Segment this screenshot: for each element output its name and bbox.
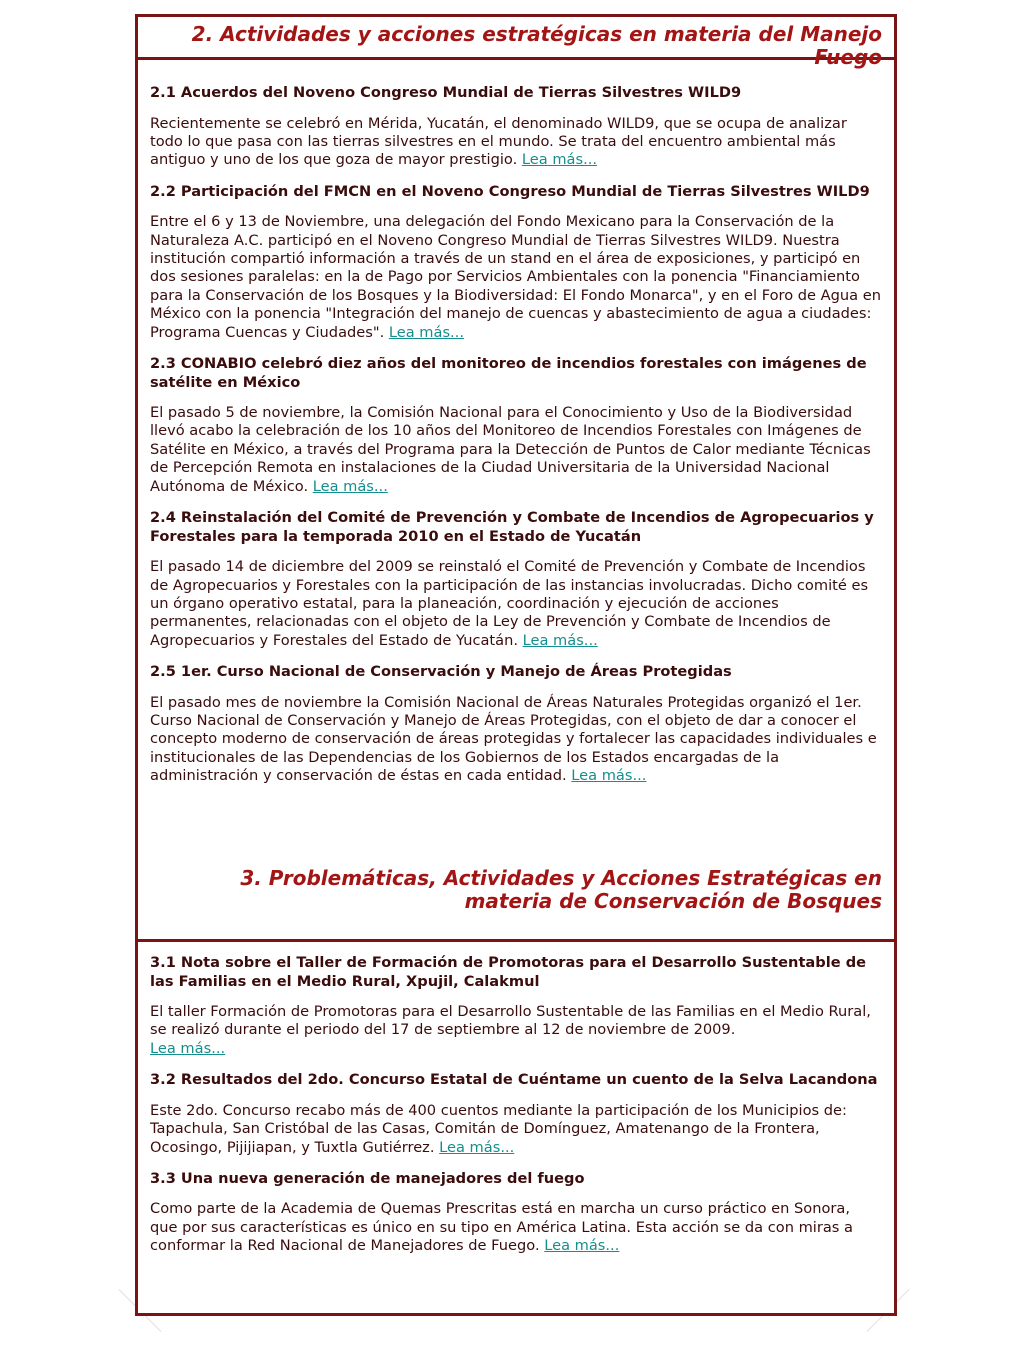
news-item [150, 355, 882, 496]
read-more-link[interactable]: Lea más... [312, 477, 388, 495]
news-item-body [150, 1003, 882, 1058]
news-item-title: 3.2 Resultados del 2do. Concurso Estatal de Cuéntame un cuento de la Selva Lacandona [150, 1071, 878, 1089]
read-more-link[interactable]: Lea más... [544, 1237, 620, 1255]
read-more-link[interactable]: Lea más... [150, 1039, 226, 1057]
news-item-body [150, 694, 882, 786]
news-item-title: 2.1 Acuerdos del Noveno Congreso Mundial de Tierras Silvestres WILD9 [150, 84, 742, 101]
section-2-heading: 2. Actividades y acciones estratégicas en materia del Manejo Fuego [138, 17, 894, 60]
section-3-content [150, 954, 882, 1256]
news-item [150, 1170, 882, 1256]
news-item-text: El taller Formación de Promotoras para el Desarrollo Sustentable de las Familias en el Medio Rural, se realizó durante el periodo del 17 de septiembre al 12 de noviembre de 2009. [150, 1003, 871, 1039]
news-item [150, 954, 882, 1058]
news-item-body [150, 558, 882, 650]
read-more-link[interactable]: Lea más... [522, 631, 598, 649]
news-item-title: 3.3 Una nueva generación de manejadores del fuego [150, 1169, 585, 1187]
read-more-link[interactable]: Lea más... [571, 767, 647, 785]
read-more-link[interactable]: Lea más... [439, 1138, 515, 1156]
news-item-text: Este 2do. Concurso recabo más de 400 cuentos mediante la participación de los Municipios de: Tapachula, San Cristóbal de las Casas, Comitán de Domínguez, Amatenango de la Frontera, Ocosingo, Pijijiapan, y Tuxtla Gutiérrez. [150, 1101, 847, 1156]
read-more-link[interactable]: Lea más... [521, 151, 598, 169]
news-item-text: El pasado 5 de noviembre, la Comisión Nacional para el Conocimiento y Uso de la Biodiversidad llevó acabo la celebración de los 10 años del Monitoreo de Incendios Forestales con Imágenes de Satélite en México, a través del Programa para la Detección de Puntos de Calor mediante Técnicas de Percepción Remota en instalaciones de la Ciudad Universitaria de la Universidad Nacional Autónoma de México. [150, 404, 871, 495]
news-item-title: 2.2 Participación del FMCN en el Noveno Congreso Mundial de Tierras Silvestres WILD9 [150, 182, 870, 200]
news-item-body [150, 115, 882, 170]
news-item-text: Como parte de la Academia de Quemas Prescritas está en marcha un curso práctico en Sonora, que por sus características es único en su tipo en América Latina. Esta acción se da con miras a conformar la Red Nacional de Manejadores de Fuego. [150, 1200, 853, 1255]
news-item [150, 1071, 882, 1157]
news-item-body [150, 1200, 882, 1255]
news-item-title: 2.4 Reinstalación del Comité de Prevención y Combate de Incendios de Agropecuarios y Forestales para la temporada 2010 en el Estado de Yucatán [150, 509, 874, 545]
news-item [150, 183, 882, 342]
news-item-text: Entre el 6 y 13 de Noviembre, una delegación del Fondo Mexicano para la Conservación de la Naturaleza A.C. participó en el Noveno Congreso Mundial de Tierras Silvestres WILD9. Nuestra institución compartió información a través de un stand en el área de exposiciones, y participó en dos sesiones paralelas: en la de Pago por Servicios Ambientales con la ponencia "Financiamiento para la Conservación de los Bosques y la Biodiversidad: El Fondo Monarca", y en el Foro de Agua en México con la ponencia "Integración del manejo de cuencas y abastecimiento de agua a ciudades: Programa Cuencas y Ciudades". [150, 213, 881, 341]
news-item-title: 2.5 1er. Curso Nacional de Conservación y Manejo de Áreas Protegidas [150, 663, 732, 681]
section-2-content [150, 84, 882, 786]
news-item-text: El pasado mes de noviembre la Comisión Nacional de Áreas Naturales Protegidas organizó el 1er. Curso Nacional de Conservación y Manejo de Áreas Protegidas, con el objeto de dar a conocer el concepto moderno de conservación de áreas protegidas y fortalecer las capacidades individuales e institucionales de las Dependencias de los Gobiernos de los Estados encargadas de la administración y conservación de éstas en cada entidad. [150, 693, 877, 785]
section-3-heading: 3. Problemáticas, Actividades y Acciones Estratégicas en materia de Conservación de Bosques [138, 867, 894, 942]
news-item [150, 509, 882, 650]
news-item-title: 3.1 Nota sobre el Taller de Formación de Promotoras para el Desarrollo Sustentable de las Familias en el Medio Rural, Xpujil, Calakmul [150, 954, 867, 990]
news-item-title: 2.3 CONABIO celebró diez años del monitoreo de incendios forestales con imágenes de satélite en México [150, 355, 867, 391]
news-item [150, 84, 882, 170]
read-more-link[interactable]: Lea más... [388, 323, 464, 341]
news-item-body [150, 1102, 882, 1157]
newsletter-frame [135, 14, 897, 1316]
news-item-text: El pasado 14 de diciembre del 2009 se reinstaló el Comité de Prevención y Combate de Incendios de Agropecuarios y Forestales con la participación de las instancias involucradas. Dicho comité es un órgano operativo estatal, para la planeación, coordinación y ejecución de acciones permanentes, relacionadas con el objeto de la Ley de Prevención y Combate de Incendios de Agropecuarios y Forestales del Estado de Yucatán. [150, 558, 869, 649]
news-item-text: Recientemente se celebró en Mérida, Yucatán, el denominado WILD9, que se ocupa de analizar todo lo que pasa con las tierras silvestres en el mundo. Se trata del encuentro ambiental más antiguo y uno de los que goza de mayor prestigio. [150, 114, 847, 169]
news-item-body [150, 213, 882, 342]
news-item-body [150, 404, 882, 496]
news-item [150, 663, 882, 786]
